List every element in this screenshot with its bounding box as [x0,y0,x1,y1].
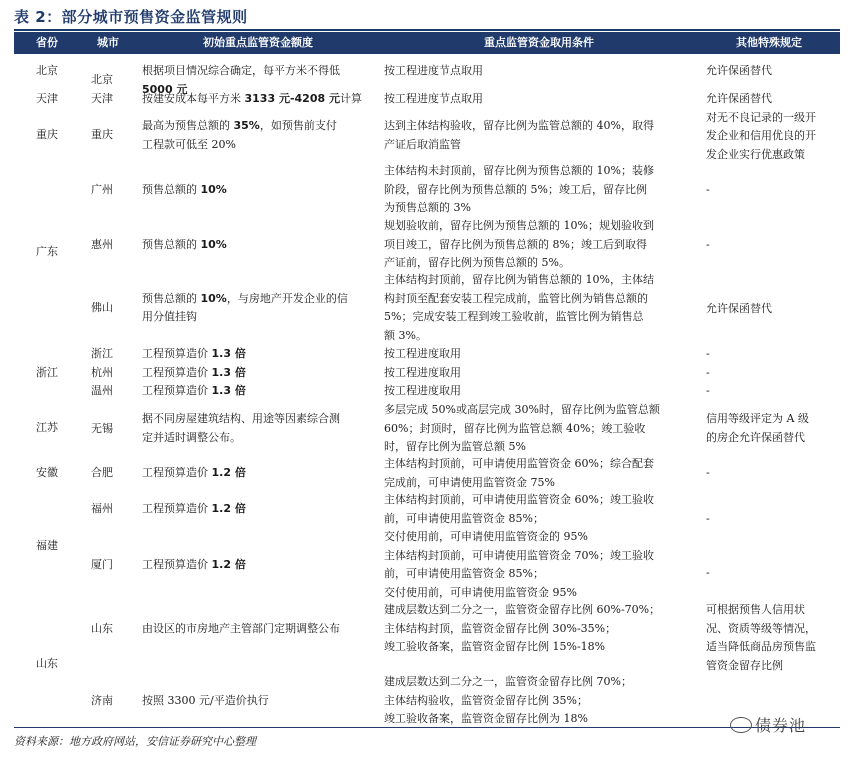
amount-line: 工程预算造价 1.3 倍 [142,366,246,379]
header-special-rules: 其他特殊规定 [736,36,802,49]
city-cell: 广州 [91,182,113,196]
province-cell: 重庆 [36,128,58,141]
city-cell: 佛山 [91,300,113,314]
amount-line: 工程预算造价 1.3 倍 [142,384,246,397]
city-cell: 济南 [91,693,113,707]
table-header [14,32,840,54]
city-cell: 重庆 [91,128,113,142]
amount-line: 预售总额的 10% [142,182,227,196]
special-rule-line: 发企业实行优惠政策 [706,147,805,161]
special-rule-line: - [706,238,710,251]
special-rule-line: 管资金留存比例 [706,658,783,672]
condition-line: 交付使用前，可申请使用监管资金的 95% [384,530,588,543]
amount-line: 工程款可低至 20% [142,137,236,151]
condition-line: 构封顶至配套安装工程完成前，监管比例为销售总额的 [384,291,648,305]
special-rule-line: - [706,384,710,397]
special-rule-line: 适当降低商品房预售监 [706,640,816,653]
amount-line: 按建安成本每平方米 3133 元-4208 元计算 [142,92,362,105]
special-rule-line: - [706,347,710,360]
condition-line: 规划验收前，留存比例为预售总额的 10%；规划验收到 [384,219,654,232]
condition-line: 项目竣工，留存比例为预售总额的 8%；竣工后到取得 [384,237,647,251]
condition-line: 达到主体结构验收，留存比例为监管总额的 40%，取得 [384,119,654,132]
province-cell: 福建 [36,539,58,552]
source-note: 资料来源：地方政府网站，安信证券研究中心整理 [14,735,256,748]
amount-line: 根据项目情况综合确定，每平方米不得低 [142,64,340,77]
amount-line: 预售总额的 10%，与房地产开发企业的信 [142,291,348,305]
province-cell: 安徽 [36,466,58,479]
condition-line: 竣工验收备案，监管资金留存比例为 18% [384,712,588,725]
condition-line: 按工程进度取用 [384,384,461,397]
condition-line: 建成层数达到二分之一，监管资金留存比例 60%-70%； [384,603,661,616]
header-province: 省份 [36,36,58,49]
special-rule-line: 的房企允许保函替代 [706,430,805,444]
title-rule [14,29,840,31]
province-cell: 广东 [36,245,58,258]
condition-line: 完成前，可申请使用监管资金 75% [384,475,555,489]
special-rule-line: - [706,512,710,525]
condition-line: 前，可申请使用监管资金 85%； [384,567,544,580]
city-cell: 山东 [91,621,113,635]
amount-line: 定并适时调整公布。 [142,430,241,444]
condition-line: 60%；封顶时，留存比例为监管总额 40%；竣工验收 [384,421,646,435]
condition-line: 按工程进度取用 [384,347,461,360]
condition-line: 主体结构未封顶前，留存比例为预售总额的 10%；装修 [384,164,654,177]
condition-line: 时，留存比例为监管总额 5% [384,440,526,453]
amount-line: 最高为预售总额的 35%，如预售前支付 [142,119,337,132]
special-rule-line: 况、资质等级等情况， [706,621,816,635]
special-rule-line: 允许保函替代 [706,302,772,315]
header-withdraw-conditions: 重点监管资金取用条件 [484,36,594,49]
amount-line: 用分值挂钩 [142,310,197,323]
amount-line: 工程预算造价 1.2 倍 [142,466,246,480]
bottom-rule [14,727,840,728]
amount-line: 5000 元 [142,82,188,96]
condition-line: 额 3%。 [384,328,427,342]
special-rule-line: 可根据预售人信用状 [706,603,805,616]
amount-line: 由设区的市房地产主管部门定期调整公布 [142,621,340,635]
condition-line: 建成层数达到二分之一，监管资金留存比例 70%； [384,675,632,688]
special-rule-line: - [706,566,710,579]
condition-line: 主体结构封顶前，可申请使用监管资金 70%；竣工验收 [384,548,654,562]
city-cell: 合肥 [91,466,113,480]
special-rule-line: 信用等级评定为 A 级 [706,412,809,425]
amount-line: 工程预算造价 1.2 倍 [142,502,246,516]
condition-line: 主体结构封顶前，可申请使用监管资金 60%；竣工验收 [384,493,654,506]
condition-line: 为预售总额的 3% [384,201,471,214]
condition-line: 多层完成 50%或高层完成 30%时，留存比例为监管总额 [384,403,660,416]
city-cell: 杭州 [91,366,113,379]
condition-line: 交付使用前，可申请使用监管资金 95% [384,585,577,599]
city-cell: 天津 [91,92,113,105]
province-cell: 江苏 [36,421,58,434]
city-cell: 温州 [91,384,113,397]
province-cell: 山东 [36,657,58,670]
special-rule-line: - [706,366,710,379]
table-title: 表 2：部分城市预售资金监管规则 [14,8,248,26]
amount-line: 预售总额的 10% [142,237,227,251]
condition-line: 竣工验收备案，监管资金留存比例 15%-18% [384,640,606,653]
city-cell: 福州 [91,502,113,516]
special-rule-line: 允许保函替代 [706,64,772,77]
header-initial-amount: 初始重点监管资金额度 [203,36,313,49]
condition-line: 按工程进度取用 [384,366,461,379]
special-rule-line: 允许保函替代 [706,92,772,105]
condition-line: 产证前，留存比例为预售总额的 5%。 [384,256,570,269]
amount-line: 据不同房屋建筑结构、用途等因素综合测 [142,412,340,426]
condition-line: 5%；完成安装工程到竣工验收前，监管比例为销售总 [384,310,644,323]
city-cell: 惠州 [91,237,113,251]
amount-line: 工程预算造价 1.3 倍 [142,347,246,360]
watermark-text: 债券池 [755,716,807,735]
condition-line: 主体结构封顶前，可申请使用监管资金 60%；综合配套 [384,457,654,470]
city-cell: 无锡 [91,421,113,435]
city-cell: 厦门 [91,557,113,571]
condition-line: 主体结构验收，监管资金留存比例 35%； [384,693,588,707]
condition-line: 阶段，留存比例为预售总额的 5%；竣工后，留存比例 [384,182,647,196]
city-cell: 北京 [91,73,113,87]
condition-line: 前，可申请使用监管资金 85%； [384,511,544,525]
condition-line: 产证后取消监管 [384,137,461,151]
condition-line: 按工程进度节点取用 [384,64,483,77]
condition-line: 按工程进度节点取用 [384,92,483,105]
header-city: 城市 [97,36,119,49]
province-cell: 浙江 [36,366,58,379]
condition-line: 主体结构封顶前，留存比例为销售总额的 10%，主体结 [384,273,654,286]
special-rule-line: - [706,466,710,479]
province-cell: 北京 [36,64,58,77]
amount-line: 按照 3300 元/平造价执行 [142,693,269,707]
special-rule-line: 对无不良记录的一级开 [706,110,816,124]
amount-line: 工程预算造价 1.2 倍 [142,557,246,571]
special-rule-line: - [706,183,710,196]
special-rule-line: 发企业和信用优良的开 [706,129,816,142]
city-cell: 浙江 [91,347,113,360]
wechat-icon [730,717,752,733]
watermark [730,713,806,736]
condition-line: 主体结构封顶，监管资金留存比例 30%-35%； [384,621,617,635]
province-cell: 天津 [36,92,58,105]
